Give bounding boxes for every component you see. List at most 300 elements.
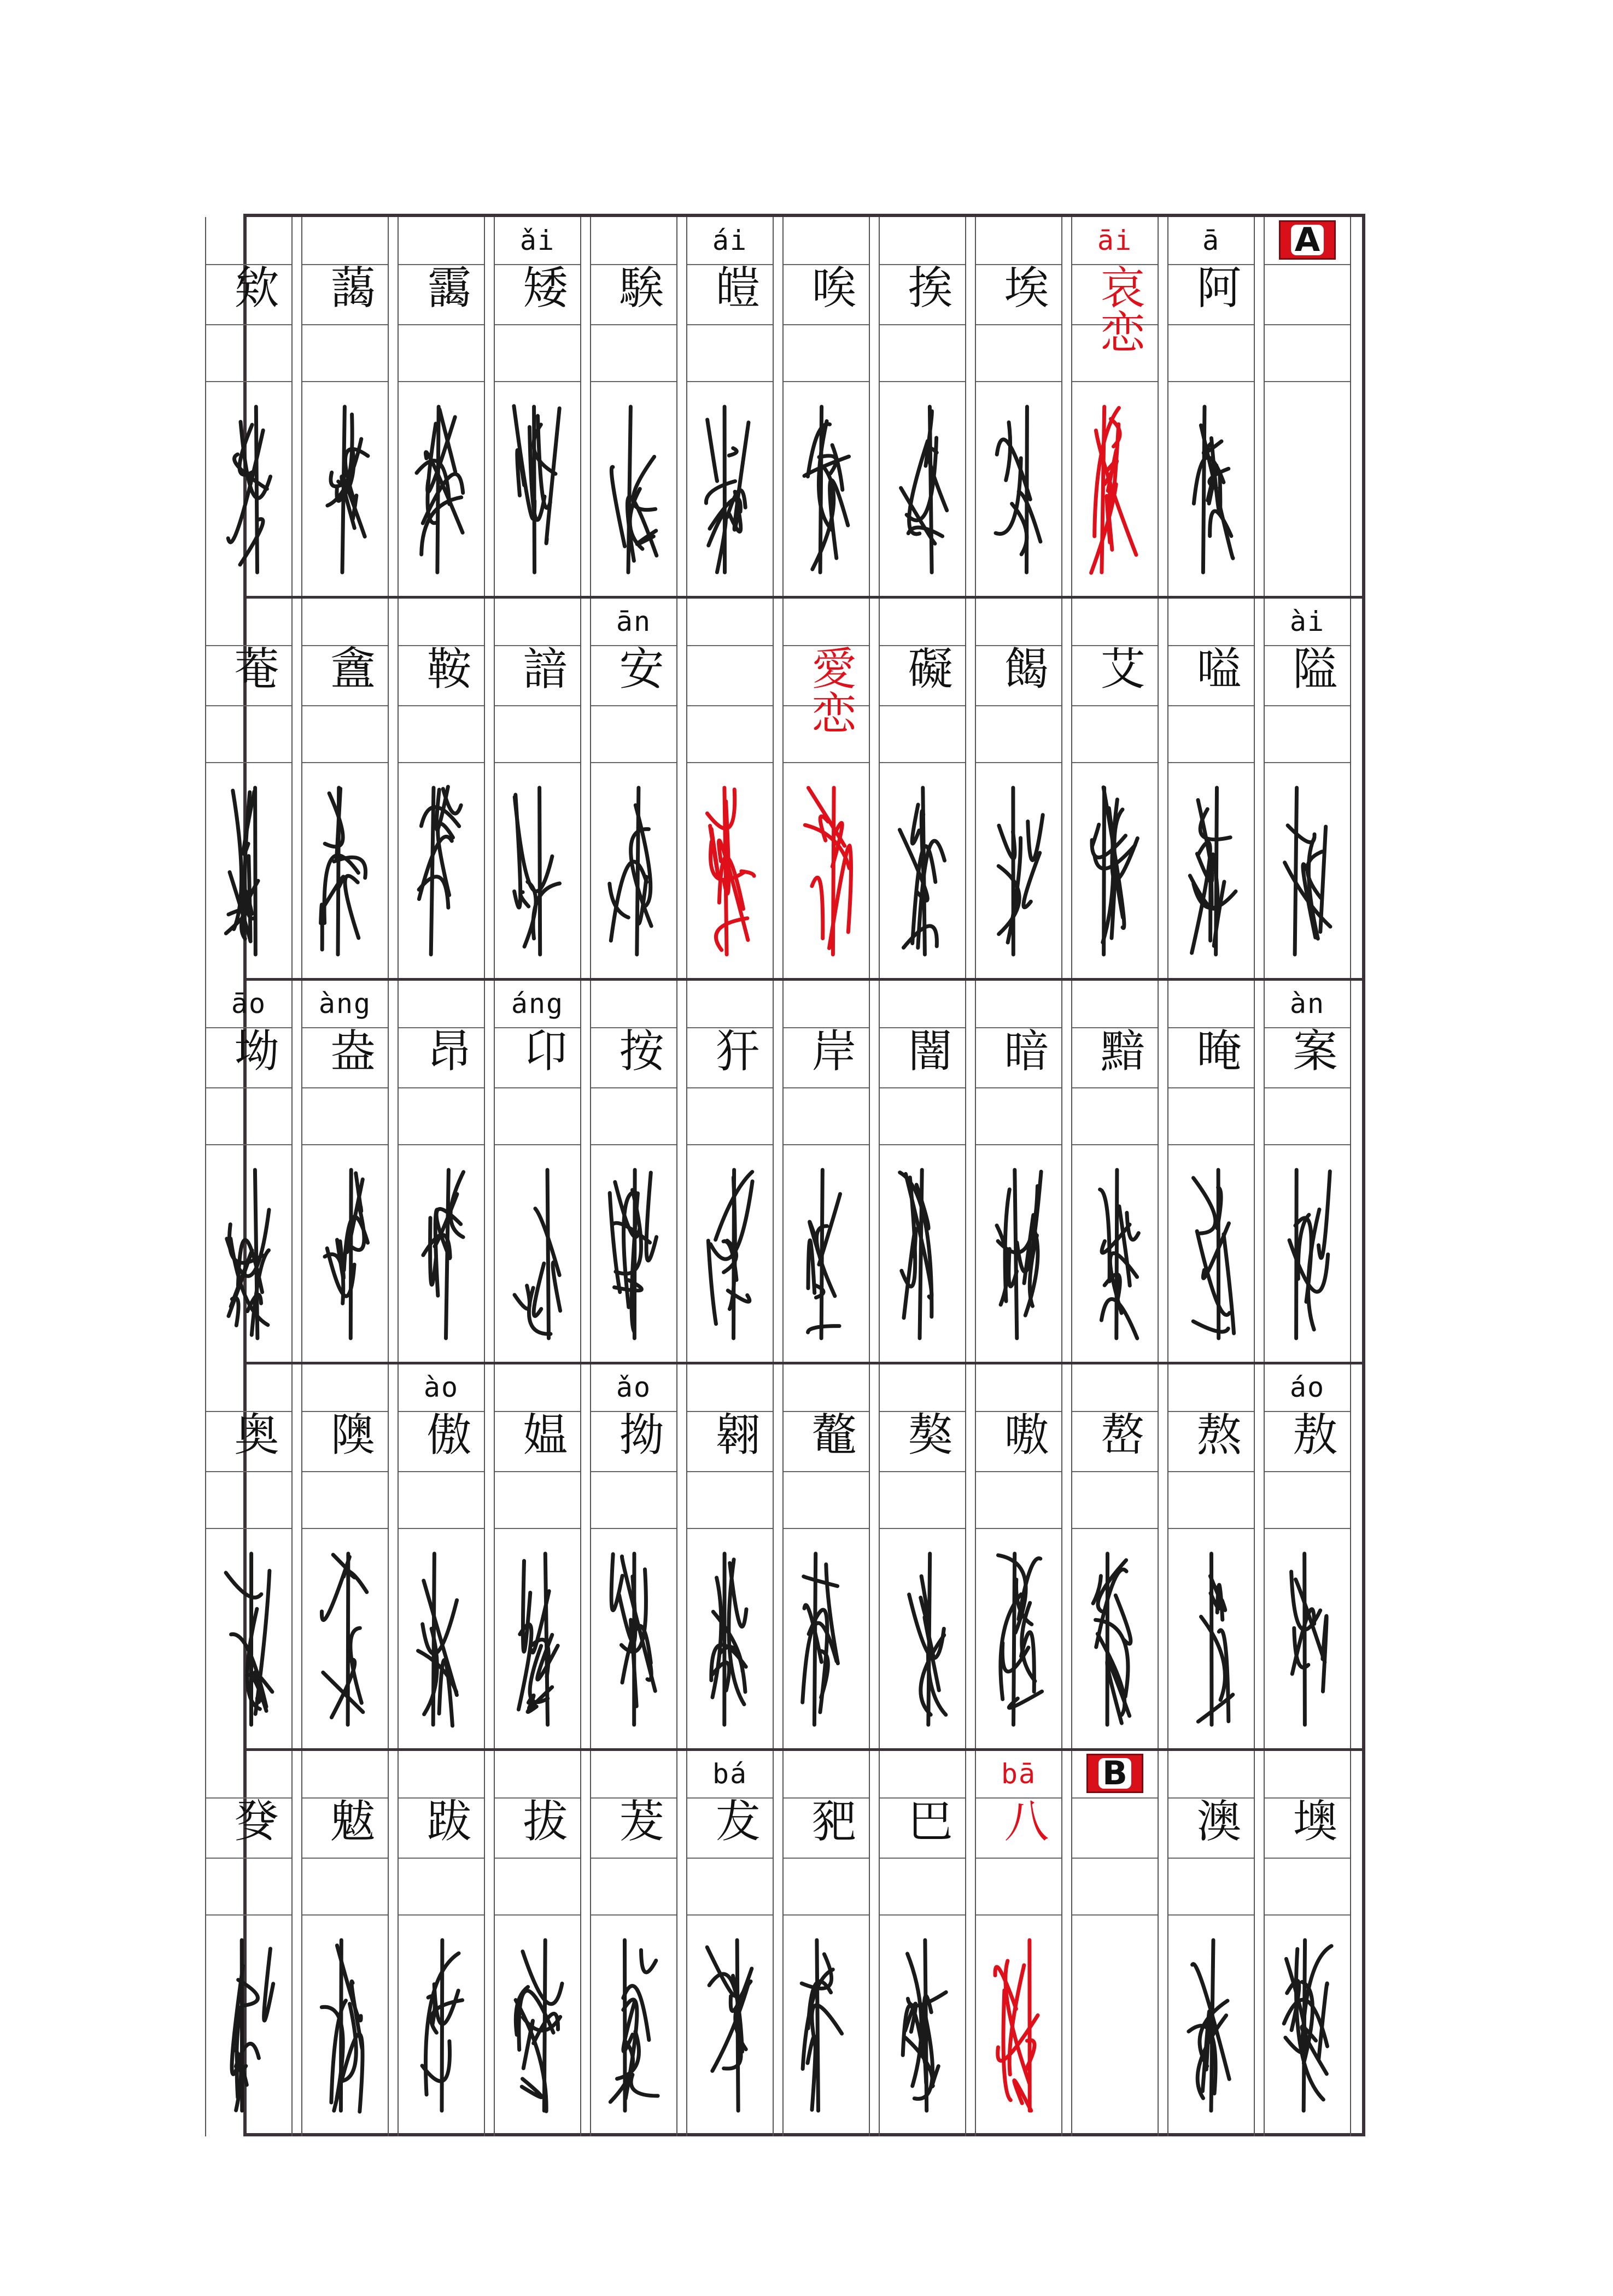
- cell-divider: [302, 381, 388, 382]
- seal-script-glyph: [1168, 1161, 1254, 1348]
- char-column: [782, 1750, 870, 2136]
- char-column: [1167, 1364, 1255, 1750]
- cell-divider: [687, 1471, 773, 1472]
- char-column: [879, 217, 966, 598]
- char-column: [975, 217, 1062, 598]
- char-column: [975, 598, 1062, 980]
- cell-divider: [206, 1528, 291, 1529]
- cell-divider: [399, 381, 484, 382]
- cell-divider: [206, 381, 291, 382]
- cell-divider: [687, 324, 773, 325]
- char-column: [1264, 980, 1351, 1364]
- cell-divider: [1265, 705, 1350, 706]
- cell-divider: [687, 1914, 773, 1916]
- char-column: [1167, 217, 1255, 598]
- cell-divider: [399, 762, 484, 763]
- regular-script-char: 豝: [804, 1797, 856, 1842]
- char-column: [686, 217, 774, 598]
- char-column: [590, 217, 677, 598]
- cell-divider: [1168, 324, 1254, 325]
- char-column: [590, 1750, 677, 2136]
- char-column: [1167, 980, 1255, 1364]
- cell-divider: [1168, 762, 1254, 763]
- seal-script-glyph: [591, 397, 676, 582]
- letter-badge-label: A: [1291, 225, 1324, 255]
- regular-script-char: 黯: [1093, 1027, 1145, 1072]
- cell-divider: [1265, 1471, 1350, 1472]
- char-column: [301, 217, 389, 598]
- cell-divider: [1072, 1858, 1158, 1859]
- section-row: [227, 217, 1362, 598]
- seal-script-glyph: [687, 1931, 773, 2120]
- cell-divider: [495, 1087, 580, 1088]
- regular-script-char: 靄: [419, 264, 471, 309]
- regular-script-char: 茇: [612, 1797, 664, 1842]
- cell-divider: [206, 762, 291, 763]
- seal-script-glyph: [206, 778, 291, 964]
- cell-divider: [880, 1144, 965, 1145]
- cell-divider: [784, 381, 869, 382]
- cell-divider: [1168, 381, 1254, 382]
- seal-script-glyph: [784, 1931, 869, 2120]
- seal-script-glyph: [1072, 778, 1158, 964]
- cell-divider: [399, 1471, 484, 1472]
- seal-script-glyph: [880, 1544, 965, 1734]
- seal-script-glyph: [1072, 1544, 1158, 1734]
- char-column: [1071, 598, 1159, 980]
- cell-divider: [880, 1528, 965, 1529]
- cell-divider: [302, 762, 388, 763]
- seal-script-glyph: [784, 1544, 869, 1734]
- seal-script-glyph: [302, 397, 388, 582]
- cell-divider: [1168, 1914, 1254, 1916]
- cell-divider: [1265, 1144, 1350, 1145]
- regular-script-char: 隘: [1285, 645, 1337, 690]
- cell-divider: [495, 762, 580, 763]
- cell-divider: [687, 705, 773, 706]
- regular-script-char: 闇: [901, 1027, 952, 1072]
- cell-divider: [302, 1858, 388, 1859]
- seal-script-glyph: [399, 778, 484, 964]
- cell-divider: [495, 1528, 580, 1529]
- seal-script-glyph: [302, 1161, 388, 1348]
- regular-script-char: 犴: [708, 1027, 760, 1072]
- seal-script-glyph: [302, 778, 388, 964]
- pinyin-label: ā: [1202, 225, 1220, 256]
- seal-script-glyph: [1072, 1161, 1158, 1348]
- cell-divider: [976, 1144, 1061, 1145]
- cell-divider: [495, 324, 580, 325]
- char-column: [975, 1364, 1062, 1750]
- char-column: [301, 1364, 389, 1750]
- char-column: [205, 1364, 293, 1750]
- regular-script-char: 媪: [516, 1411, 568, 1456]
- seal-script-glyph: [880, 1931, 965, 2120]
- char-column: [590, 598, 677, 980]
- cell-divider: [976, 381, 1061, 382]
- char-column: [205, 1750, 293, 2136]
- char-column: [1071, 980, 1159, 1364]
- char-column: [590, 1364, 677, 1750]
- cell-divider: [1072, 1471, 1158, 1472]
- cell-divider: [206, 1144, 291, 1145]
- cell-divider: [1072, 1528, 1158, 1529]
- cell-divider: [302, 705, 388, 706]
- char-column: [494, 598, 581, 980]
- regular-script-char: 唉: [804, 264, 856, 309]
- regular-script-char: 皚: [708, 264, 760, 309]
- seal-script-glyph: [784, 1161, 869, 1348]
- seal-script-glyph: [784, 778, 869, 964]
- seal-script-glyph: [880, 397, 965, 582]
- cell-divider: [399, 705, 484, 706]
- pinyin-label: bā: [1001, 1758, 1037, 1790]
- char-column: [398, 980, 485, 1364]
- seal-script-glyph: [495, 397, 580, 582]
- char-column: [782, 1364, 870, 1750]
- regular-script-char: 隩: [323, 1411, 375, 1456]
- regular-script-char: 礙: [901, 645, 952, 690]
- regular-script-char: 盎: [323, 1027, 375, 1072]
- pinyin-label: ài: [1289, 606, 1325, 637]
- char-column: [1167, 1750, 1255, 2136]
- seal-script-glyph: [495, 1161, 580, 1348]
- seal-script-glyph: [495, 1544, 580, 1734]
- cell-divider: [495, 1471, 580, 1472]
- regular-script-char: 愛恋: [804, 645, 856, 735]
- cell-divider: [206, 1858, 291, 1859]
- cell-divider: [880, 1858, 965, 1859]
- cell-divider: [687, 1144, 773, 1145]
- cell-divider: [976, 1087, 1061, 1088]
- seal-script-glyph: [399, 1161, 484, 1348]
- section-divider: [247, 1362, 1362, 1364]
- seal-script-glyph: [1168, 778, 1254, 964]
- section-row: [227, 598, 1362, 980]
- cell-divider: [1265, 762, 1350, 763]
- seal-script-glyph: [495, 778, 580, 964]
- seal-script-glyph: [976, 778, 1061, 964]
- cell-divider: [784, 1144, 869, 1145]
- regular-script-char: 奥: [227, 1411, 279, 1456]
- seal-script-glyph: [495, 1931, 580, 2120]
- seal-script-glyph: [1265, 778, 1350, 964]
- char-column: [975, 980, 1062, 1364]
- seal-script-glyph: [1265, 1931, 1350, 2120]
- seal-script-glyph: [591, 1931, 676, 2120]
- cell-divider: [687, 1087, 773, 1088]
- regular-script-char: 餲: [997, 645, 1049, 690]
- cell-divider: [591, 705, 676, 706]
- seal-script-glyph: [591, 778, 676, 964]
- cell-divider: [687, 1858, 773, 1859]
- cell-divider: [302, 324, 388, 325]
- cell-divider: [880, 381, 965, 382]
- regular-script-char: 犮: [708, 1797, 760, 1842]
- cell-divider: [591, 1087, 676, 1088]
- char-column: [879, 1364, 966, 1750]
- pinyin-label: ǎo: [616, 1372, 652, 1403]
- char-column: [301, 980, 389, 1364]
- cell-divider: [784, 1528, 869, 1529]
- regular-script-char: 拗: [612, 1411, 664, 1456]
- cell-divider: [302, 1528, 388, 1529]
- char-column: [494, 217, 581, 598]
- regular-script-char: 騃: [612, 264, 664, 309]
- cell-divider: [976, 1471, 1061, 1472]
- regular-script-char: 矮: [516, 264, 568, 309]
- cell-divider: [1072, 762, 1158, 763]
- pinyin-label: ào: [423, 1372, 459, 1403]
- seal-script-glyph: [687, 778, 773, 964]
- seal-script-glyph: [976, 1931, 1061, 2120]
- regular-script-char: 卬: [516, 1027, 568, 1072]
- regular-script-char: 拔: [516, 1797, 568, 1842]
- section-row: [227, 980, 1362, 1364]
- cell-divider: [206, 1087, 291, 1088]
- regular-script-char: 澳: [1189, 1797, 1241, 1842]
- cell-divider: [495, 381, 580, 382]
- regular-script-char: 埃: [997, 264, 1049, 309]
- cell-divider: [495, 705, 580, 706]
- regular-script-char: 癹: [227, 1797, 279, 1842]
- pinyin-label: ǎi: [519, 225, 556, 256]
- pinyin-label: àng: [318, 988, 372, 1020]
- cell-divider: [1072, 1144, 1158, 1145]
- section-row: [227, 1750, 1362, 2136]
- cell-divider: [976, 705, 1061, 706]
- seal-script-glyph: [206, 397, 291, 582]
- letter-badge: [1279, 220, 1336, 260]
- char-column: [494, 980, 581, 1364]
- char-column: [301, 598, 389, 980]
- cell-divider: [591, 324, 676, 325]
- cell-divider: [880, 705, 965, 706]
- cell-divider: [976, 1528, 1061, 1529]
- char-column: [1071, 217, 1159, 598]
- cell-divider: [1072, 1914, 1158, 1916]
- regular-script-char: 翱: [708, 1411, 760, 1456]
- seal-script-glyph: [1265, 1161, 1350, 1348]
- regular-script-char: 坳: [227, 1027, 279, 1072]
- regular-script-char: 獒: [901, 1411, 952, 1456]
- cell-divider: [976, 1914, 1061, 1916]
- char-column: [782, 980, 870, 1364]
- cell-divider: [206, 705, 291, 706]
- cell-divider: [1072, 1087, 1158, 1088]
- char-column: [205, 598, 293, 980]
- cell-divider: [880, 1914, 965, 1916]
- pinyin-label: áng: [511, 988, 564, 1020]
- char-column: [301, 1750, 389, 2136]
- regular-script-char: 安: [612, 645, 664, 690]
- regular-script-char: 嗌: [1189, 645, 1241, 690]
- cell-divider: [784, 1858, 869, 1859]
- cell-divider: [1265, 1914, 1350, 1916]
- char-column: [398, 217, 485, 598]
- cell-divider: [591, 1528, 676, 1529]
- pinyin-label: áo: [1289, 1372, 1325, 1403]
- regular-script-char: 巴: [901, 1797, 952, 1842]
- cell-divider: [976, 324, 1061, 325]
- cell-divider: [1072, 1797, 1158, 1799]
- seal-script-glyph: [1265, 1544, 1350, 1734]
- char-column: [1264, 1364, 1351, 1750]
- seal-script-glyph: [206, 1931, 291, 2120]
- section-divider: [247, 1748, 1362, 1751]
- char-column: [1264, 217, 1351, 598]
- cell-divider: [591, 1471, 676, 1472]
- pinyin-label: àn: [1289, 988, 1325, 1020]
- seal-script-glyph: [1168, 1931, 1254, 2120]
- seal-script-glyph: [206, 1544, 291, 1734]
- regular-script-char: 哀恋: [1093, 264, 1145, 354]
- cell-divider: [1168, 1087, 1254, 1088]
- cell-divider: [302, 1471, 388, 1472]
- cell-divider: [495, 1914, 580, 1916]
- pinyin-label: āo: [231, 988, 267, 1020]
- cell-divider: [880, 1471, 965, 1472]
- regular-script-char: 敖: [1285, 1411, 1337, 1456]
- seal-script-glyph: [399, 397, 484, 582]
- cell-divider: [206, 1914, 291, 1916]
- cell-divider: [591, 762, 676, 763]
- char-column: [398, 598, 485, 980]
- cell-divider: [1265, 264, 1350, 265]
- char-column: [879, 980, 966, 1364]
- cell-divider: [302, 1914, 388, 1916]
- seal-script-glyph: [976, 1161, 1061, 1348]
- char-column: [494, 1364, 581, 1750]
- regular-script-char: 鞍: [419, 645, 471, 690]
- cell-divider: [206, 1471, 291, 1472]
- cell-divider: [399, 1087, 484, 1088]
- dictionary-table: [227, 214, 1365, 2136]
- seal-script-glyph: [880, 778, 965, 964]
- cell-divider: [1265, 1087, 1350, 1088]
- char-column: [1071, 1364, 1159, 1750]
- seal-script-glyph: [1168, 397, 1254, 582]
- regular-script-char: 嶅: [1093, 1411, 1145, 1456]
- cell-divider: [687, 1528, 773, 1529]
- cell-divider: [880, 324, 965, 325]
- cell-divider: [591, 1914, 676, 1916]
- char-column: [398, 1364, 485, 1750]
- section-divider: [247, 596, 1362, 599]
- cell-divider: [495, 1858, 580, 1859]
- cell-divider: [687, 645, 773, 646]
- cell-divider: [1265, 381, 1350, 382]
- char-column: [1264, 598, 1351, 980]
- char-column: [975, 1750, 1062, 2136]
- char-column: [590, 980, 677, 1364]
- pinyin-label: bá: [712, 1758, 748, 1790]
- cell-divider: [784, 1087, 869, 1088]
- regular-script-char: 菴: [227, 645, 279, 690]
- seal-script-glyph: [784, 397, 869, 582]
- cell-divider: [1072, 381, 1158, 382]
- cell-divider: [784, 324, 869, 325]
- cell-divider: [591, 381, 676, 382]
- cell-divider: [399, 324, 484, 325]
- cell-divider: [206, 324, 291, 325]
- cell-divider: [591, 1858, 676, 1859]
- regular-script-char: 盦: [323, 645, 375, 690]
- regular-script-char: 熬: [1189, 1411, 1241, 1456]
- regular-script-char: 魃: [323, 1797, 375, 1842]
- cell-divider: [687, 762, 773, 763]
- cell-divider: [976, 1858, 1061, 1859]
- cell-divider: [976, 762, 1061, 763]
- regular-script-char: 昂: [419, 1027, 471, 1072]
- char-column: [398, 1750, 485, 2136]
- cell-divider: [1265, 1858, 1350, 1859]
- cell-divider: [880, 762, 965, 763]
- regular-script-char: 鼇: [804, 1411, 856, 1456]
- cell-divider: [302, 1087, 388, 1088]
- seal-script-glyph: [1168, 1544, 1254, 1734]
- letter-badge: [1086, 1754, 1143, 1793]
- cell-divider: [399, 1914, 484, 1916]
- cell-divider: [1168, 1471, 1254, 1472]
- cell-divider: [1265, 324, 1350, 325]
- seal-script-glyph: [399, 1544, 484, 1734]
- cell-divider: [1168, 1858, 1254, 1859]
- regular-script-char: 墺: [1285, 1797, 1337, 1842]
- char-column: [686, 598, 774, 980]
- cell-divider: [784, 1471, 869, 1472]
- seal-script-glyph: [976, 1544, 1061, 1734]
- char-column: [205, 217, 293, 598]
- pinyin-label: āi: [1097, 225, 1133, 256]
- seal-script-glyph: [1072, 397, 1158, 582]
- pinyin-label: ān: [616, 606, 652, 637]
- char-column: [1167, 598, 1255, 980]
- regular-script-char: 八: [997, 1797, 1049, 1842]
- seal-script-glyph: [302, 1544, 388, 1734]
- char-column: [782, 217, 870, 598]
- seal-script-glyph: [399, 1931, 484, 2120]
- char-column: [1071, 1750, 1159, 2136]
- regular-script-char: 嗷: [997, 1411, 1049, 1456]
- char-column: [879, 1750, 966, 2136]
- char-column: [686, 980, 774, 1364]
- regular-script-char: 艾: [1093, 645, 1145, 690]
- seal-script-glyph: [302, 1931, 388, 2120]
- regular-script-char: 阿: [1189, 264, 1241, 309]
- section-row: [227, 1364, 1362, 1750]
- regular-script-char: 欸: [227, 264, 279, 309]
- regular-script-char: 晻: [1189, 1027, 1241, 1072]
- seal-script-glyph: [687, 1161, 773, 1348]
- seal-script-glyph: [880, 1161, 965, 1348]
- char-column: [686, 1750, 774, 2136]
- cell-divider: [1168, 1144, 1254, 1145]
- cell-divider: [399, 1858, 484, 1859]
- cell-divider: [687, 381, 773, 382]
- char-column: [1264, 1750, 1351, 2136]
- cell-divider: [1168, 705, 1254, 706]
- cell-divider: [784, 1914, 869, 1916]
- cell-divider: [399, 1528, 484, 1529]
- char-column: [494, 1750, 581, 2136]
- cell-divider: [399, 1144, 484, 1145]
- cell-divider: [880, 1087, 965, 1088]
- seal-script-glyph: [687, 1544, 773, 1734]
- char-column: [205, 980, 293, 1364]
- regular-script-char: 岸: [804, 1027, 856, 1072]
- char-column: [782, 598, 870, 980]
